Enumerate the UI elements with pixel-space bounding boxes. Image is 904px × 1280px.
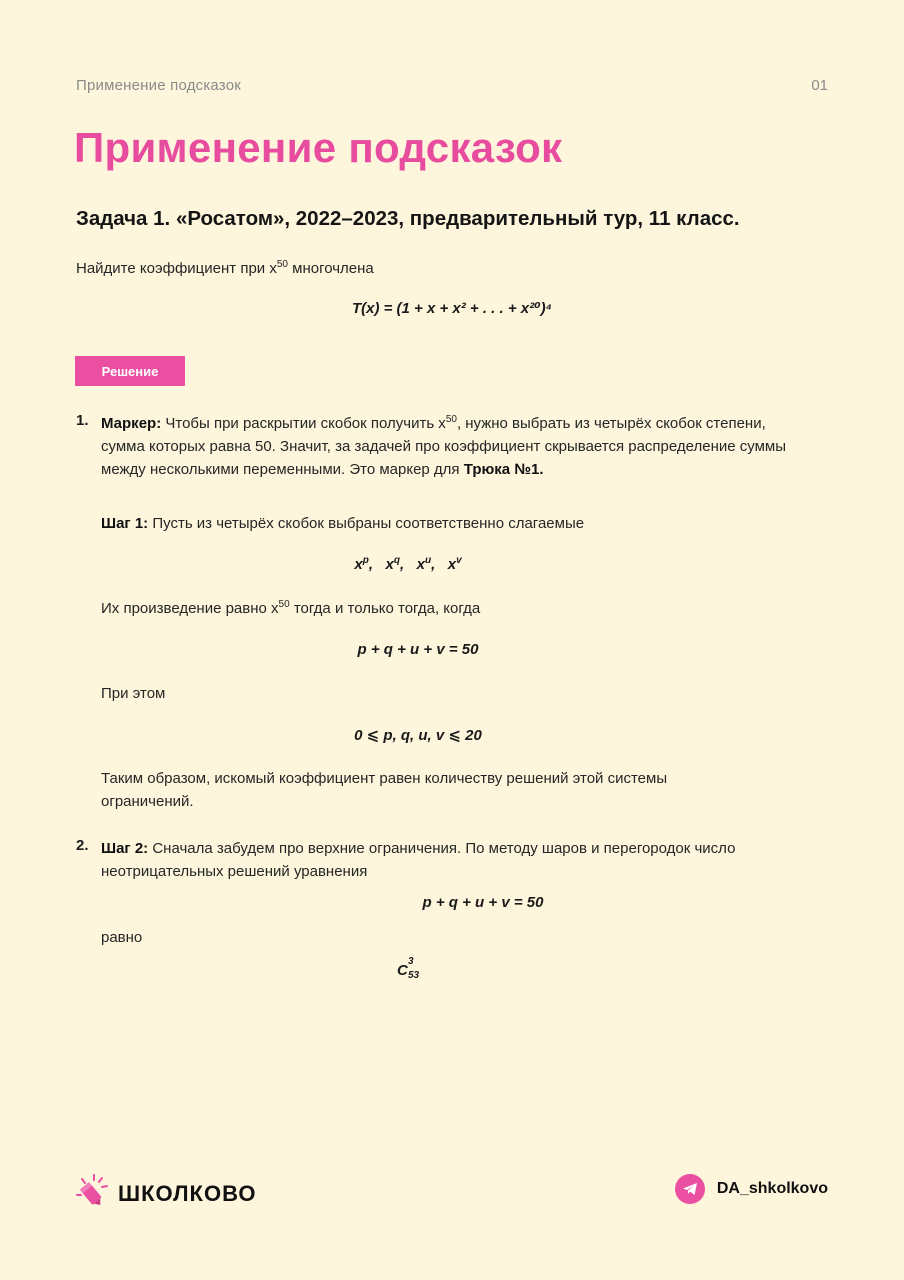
equals-text: равно [101, 929, 143, 946]
school-logo [74, 1173, 257, 1214]
telegram-link[interactable] [675, 1174, 828, 1204]
step-number-2: 2. [76, 837, 89, 854]
task-formula: T(x) = (1 + x + x² + . . . + x²⁰)⁴ [351, 300, 553, 317]
binomial-formula: C 3 53 [397, 956, 420, 981]
task-heading: Задача 1. «Росатом», 2022–2023, предварительный тур, 11 класс. [76, 207, 740, 230]
formula-terms: $x^p$, $x^q$, $x^u$, $x^v$ [354, 555, 462, 573]
page-number: 01 [811, 77, 828, 94]
telegram-handle: DA_shkolkovo [716, 1180, 828, 1197]
marker-paragraph: Маркер: Чтобы при раскрытии скобок получить $x^{50}$, нужно выбрать из четырёх скобок степени, сумма которых равна 50. Значит, за задачей про коэффициент скрывается распределение суммы между несколькими переменными. Это маркер для Трюка №1. [101, 414, 787, 478]
step-number-1: 1. [76, 412, 89, 429]
task-statement: Найдите коэффициент при $x^{50}$ многочлена [76, 259, 374, 277]
running-title: Применение подсказок [76, 77, 242, 94]
meanwhile-text: При этом [101, 685, 166, 702]
formula-bounds: 0 ⩽ p, q, u, v ⩽ 20 [354, 727, 482, 744]
formula-sum-1: p + q + u + v = 50 [357, 641, 479, 658]
product-paragraph: Их произведение равно $x^{50}$ тогда и только тогда, когда [101, 599, 481, 617]
logo-text: ШКОЛКОВО [118, 1180, 257, 1206]
pen-icon [74, 1173, 110, 1214]
formula-sum-2: p + q + u + v = 50 [422, 894, 544, 911]
step2-paragraph: Шаг 2: Сначала забудем про верхние ограничения. По методу шаров и перегородок число неотрицательных решений уравнения [101, 840, 736, 880]
telegram-icon [675, 1174, 705, 1204]
solution-badge: Решение [75, 356, 185, 386]
step1-paragraph: Шаг 1: Пусть из четырёх скобок выбраны соответственно слагаемые [101, 515, 585, 532]
conclusion-paragraph: Таким образом, искомый коэффициент равен количеству решений этой системы ограничений. [101, 770, 668, 810]
page-title: Применение подсказок [74, 124, 563, 171]
